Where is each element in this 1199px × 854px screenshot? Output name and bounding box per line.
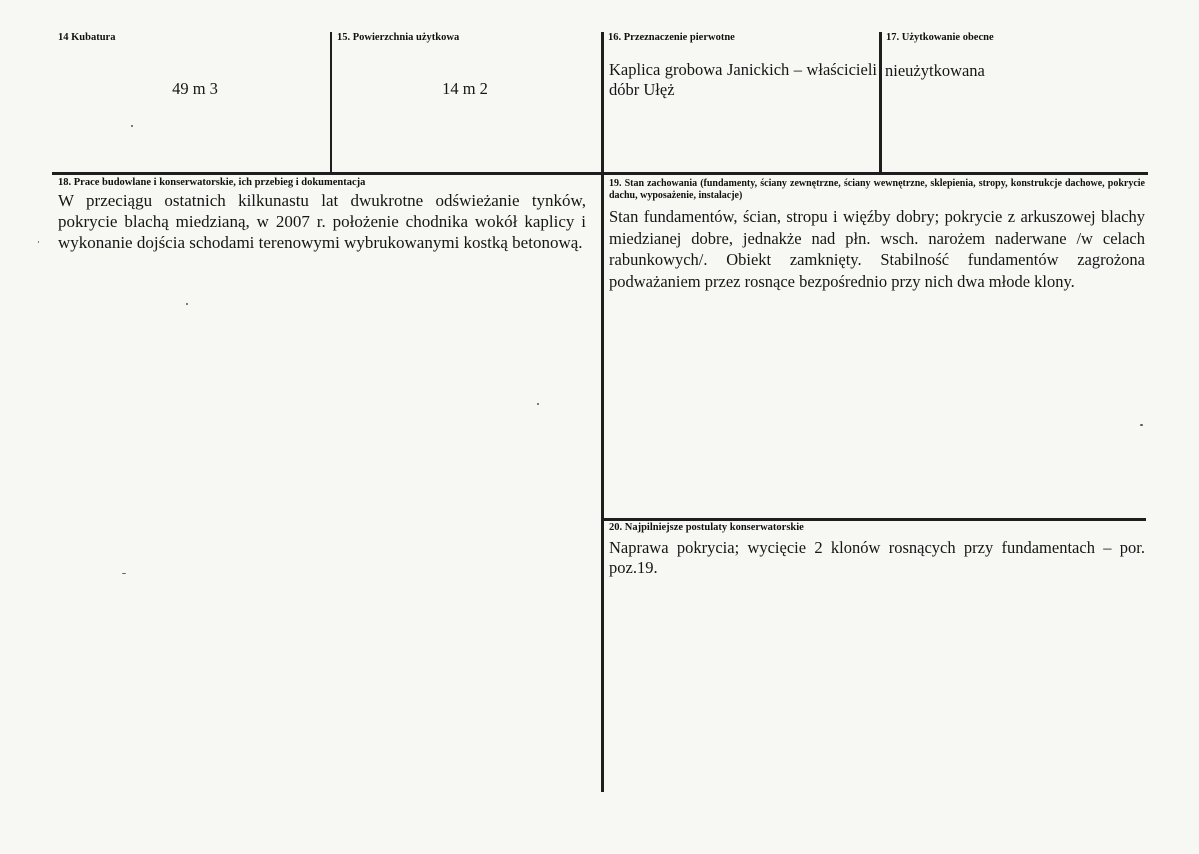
field-15-label: 15. Powierzchnia użytkowa	[337, 32, 460, 43]
field-16-value: Kaplica grobowa Janickich – właścicieli dóbr Ułęż	[609, 60, 877, 99]
divider-19-20	[602, 518, 1146, 521]
field-18-label: 18. Prace budowlane i konserwatorskie, ich przebieg i dokumentacja	[58, 177, 366, 188]
field-18-value: W przeciągu ostatnich kilkunastu lat dwukrotne odświeżanie tynków, pokrycie blachą miedzianą, w 2007 r. położenie chodnika wokół kaplicy i wykonanie dojścia schodami terenowymi wybrukowanymi kostką betonową.	[58, 191, 586, 252]
scan-speck	[38, 241, 39, 243]
divider-col-16-17	[879, 32, 882, 173]
field-14-label: 14 Kubatura	[58, 32, 116, 43]
field-14-value: 49 m 3	[172, 79, 218, 98]
scan-speck	[186, 303, 188, 305]
scan-speck	[1140, 424, 1143, 426]
field-20-value: Naprawa pokrycia; wycięcie 2 klonów rosnących przy fundamentach – por. poz.19.	[609, 538, 1145, 577]
field-20-label: 20. Najpilniejsze postulaty konserwatorskie	[609, 522, 804, 533]
scan-speck	[131, 125, 133, 127]
divider-col-14-15	[330, 32, 332, 173]
field-19-label: 19. Stan zachowania (fundamenty, ściany zewnętrzne, ściany wewnętrzne, sklepienia, stropy, konstrukcje dachowe, pokrycie dachu, wyposażenie, instalacje)	[609, 178, 1145, 201]
divider-top-row	[52, 172, 1148, 175]
divider-col-15-16	[601, 32, 604, 792]
field-17-label: 17. Użytkowanie obecne	[886, 32, 994, 43]
field-16-label: 16. Przeznaczenie pierwotne	[608, 32, 735, 43]
field-15-value: 14 m 2	[442, 79, 488, 98]
scan-speck	[537, 403, 539, 405]
field-17-value: nieużytkowana	[885, 61, 985, 80]
field-19-value: Stan fundamentów, ścian, stropu i więźby dobry; pokrycie z arkuszowej blachy miedzianej dobre, jednakże nad płn. wsch. narożem naderwane /w celach rabunkowych/. Obiekt zamknięty. Stabilność fundamentów zagrożona podważaniem przez rosnące bezpośrednio przy nich dwa młode klony.	[609, 207, 1145, 291]
scan-speck	[122, 573, 126, 574]
